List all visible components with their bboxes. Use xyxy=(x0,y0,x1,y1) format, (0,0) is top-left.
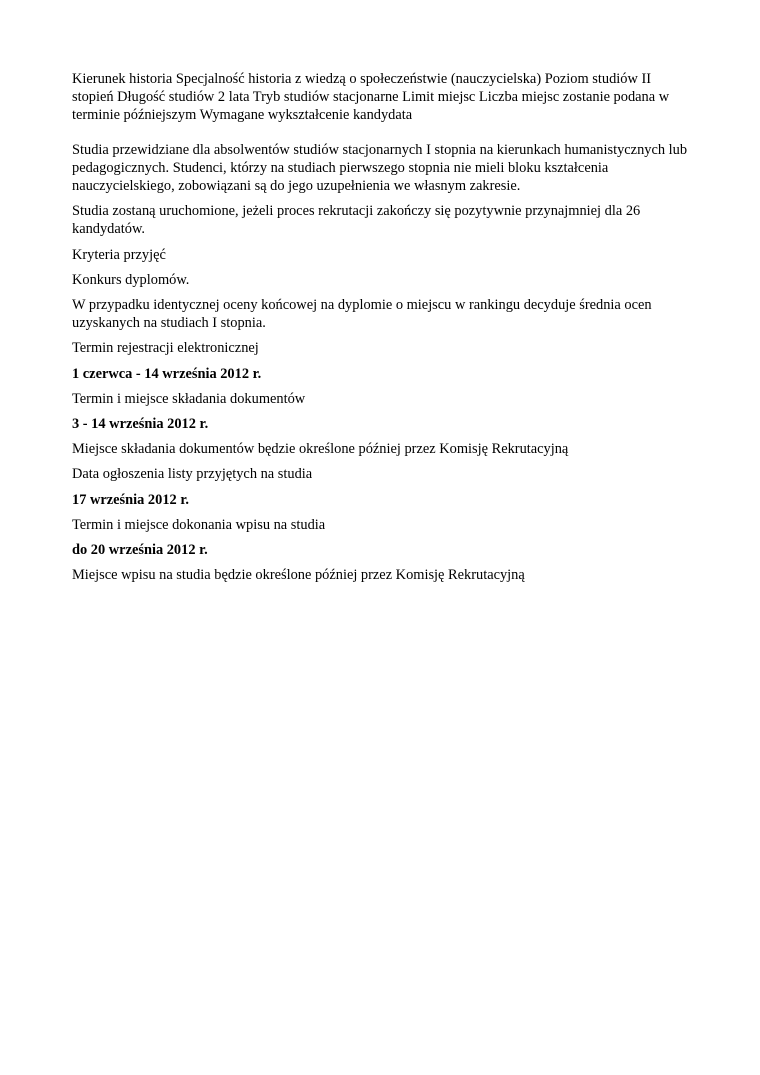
program-intro-paragraph: Kierunek historia Specjalność historia z wiedzą o społeczeństwie (nauczycielska) Poziom studiów II stopień Długość studiów 2 lata Tryb studiów stacjonarne Limit miejsc Liczba miejsc zostanie podana w terminie późniejszym Wymagane wykształcenie kandydata xyxy=(72,71,670,124)
documents-place: Miejsce składania dokumentów będzie określone później przez Komisję Rekrutacyjną xyxy=(72,441,569,458)
criteria-heading: Kryteria przyjęć xyxy=(72,246,166,263)
results-date: 17 września 2012 r. xyxy=(72,491,189,508)
requirements-paragraph: Studia przewidziane dla absolwentów studiów stacjonarnych I stopnia na kierunkach humanistycznych lub pedagogicznych. Studenci, którzy na studiach pierwszego stopnia nie mieli bloku kształcenia nauczycielskiego, zobowiązani są do jego uzupełnienia we własnym zakresie. xyxy=(72,141,688,195)
documents-date: 3 - 14 września 2012 r. xyxy=(72,416,209,433)
enrollment-date: do 20 września 2012 r. xyxy=(72,542,208,559)
document-page xyxy=(72,70,692,591)
results-label: Data ogłoszenia listy przyjętych na studia xyxy=(72,466,313,483)
registration-date: 1 czerwca - 14 września 2012 r. xyxy=(72,365,262,382)
registration-label: Termin rejestracji elektronicznej xyxy=(72,340,259,357)
launch-condition-paragraph: Studia zostaną uruchomione, jeżeli proces rekrutacji zakończy się pozytywnie przynajmniej dla 26 kandydatów. xyxy=(72,203,641,238)
criteria-text: Konkurs dyplomów. xyxy=(72,271,190,288)
documents-label: Termin i miejsce składania dokumentów xyxy=(72,390,306,407)
tie-rule-paragraph: W przypadku identycznej oceny końcowej na dyplomie o miejscu w rankingu decyduje średnia ocen uzyskanych na studiach I stopnia. xyxy=(72,297,652,332)
enrollment-place: Miejsce wpisu na studia będzie określone później przez Komisję Rekrutacyjną xyxy=(72,567,525,584)
enrollment-label: Termin i miejsce dokonania wpisu na studia xyxy=(72,516,326,533)
